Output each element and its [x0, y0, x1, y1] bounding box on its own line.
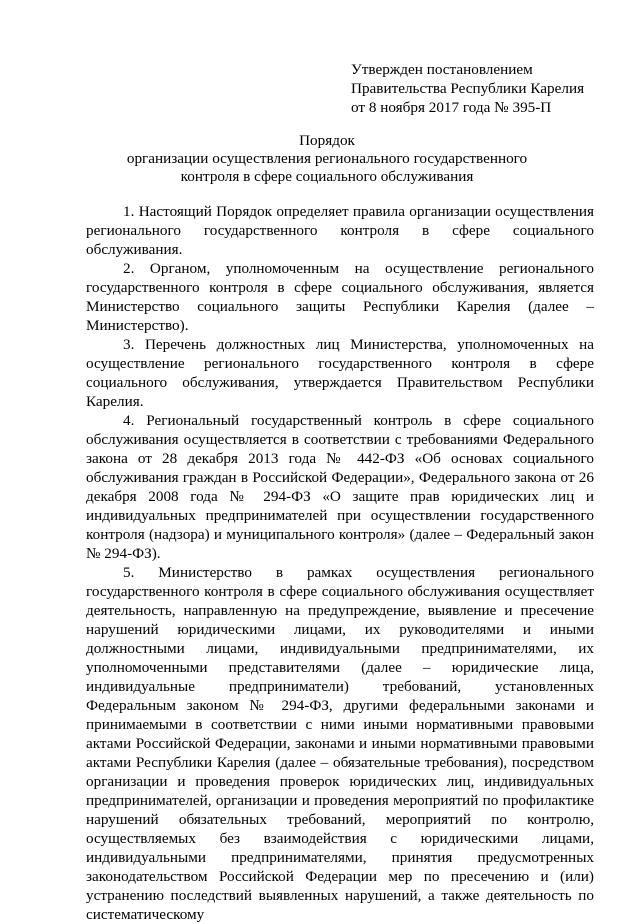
- approval-line-3: от 8 ноября 2017 года № 395-П: [351, 99, 552, 116]
- paragraph-3: 3. Перечень должностных лиц Министерства, уполномоченных на осуществление регионального государственного контроля в сфере социального обслуживания, утверждается Правительством Республики Карелия.: [86, 336, 594, 410]
- paragraph-2: 2. Органом, уполномоченным на осуществление регионального государственного контроля в сфере социального обслуживания, является Министерство социального защиты Республики Карелия (далее – Министерство).: [86, 260, 594, 334]
- document-title: [60, 132, 594, 186]
- title-heading: Порядок: [299, 132, 355, 149]
- approval-stamp: [351, 60, 611, 117]
- paragraph-5: 5. Министерство в рамках осуществления регионального государственного контроля в сфере социального обслуживания осуществляет деятельность, направленную на предупреждение, выявление и пресечение нарушений юридическими лицами, их руководителями и иными должностными лицами, индивидуальными предпринимателями, их уполномоченными представителями (далее – юридические лица, индивидуальные предприниматели) требований, установленных Федеральным законом № 294-ФЗ, другими федеральными законами и принимаемыми в соответствии с ними иными нормативными правовыми актами Российской Федерации, законами и иными нормативными правовыми актами Республики Карелия (далее – обязательные требования), посредством организации и проведения проверок юридических лиц, индивидуальных предпринимателей, организации и проведения мероприятий по профилактике нарушений обязательных требований, мероприятий по контролю, осуществляемых без взаимодействия с юридическими лицами, индивидуальными предпринимателями, принятия предусмотренных законодательством Российской Федерации мер по пресечению и (или) устранению последствий выявленных нарушений, а также деятельность по систематическому: [86, 564, 594, 923]
- approval-line-1: Утвержден постановлением: [351, 61, 533, 78]
- document-body: [86, 202, 594, 924]
- approval-line-2: Правительства Республики Карелия: [351, 80, 585, 97]
- title-line-1: организации осуществления регионального государственного: [126, 150, 528, 167]
- paragraph-4: 4. Региональный государственный контроль в сфере социального обслуживания осуществляется в соответствии с требованиями Федерального закона от 28 декабря 2013 года № 442-ФЗ «Об основах социального обслуживания граждан в Российской Федерации», Федерального закона от 26 декабря 2008 года № 294-ФЗ «О защите прав юридических лиц и индивидуальных предпринимателей при осуществлении государственного контроля (надзора) и муниципального контроля» (далее – Федеральный закон № 294-ФЗ).: [86, 412, 594, 562]
- title-line-2: контроля в сфере социального обслуживания: [180, 168, 474, 185]
- paragraph-1: 1. Настоящий Порядок определяет правила организации осуществления регионального государственного контроля в сфере социального обслуживания.: [86, 203, 594, 258]
